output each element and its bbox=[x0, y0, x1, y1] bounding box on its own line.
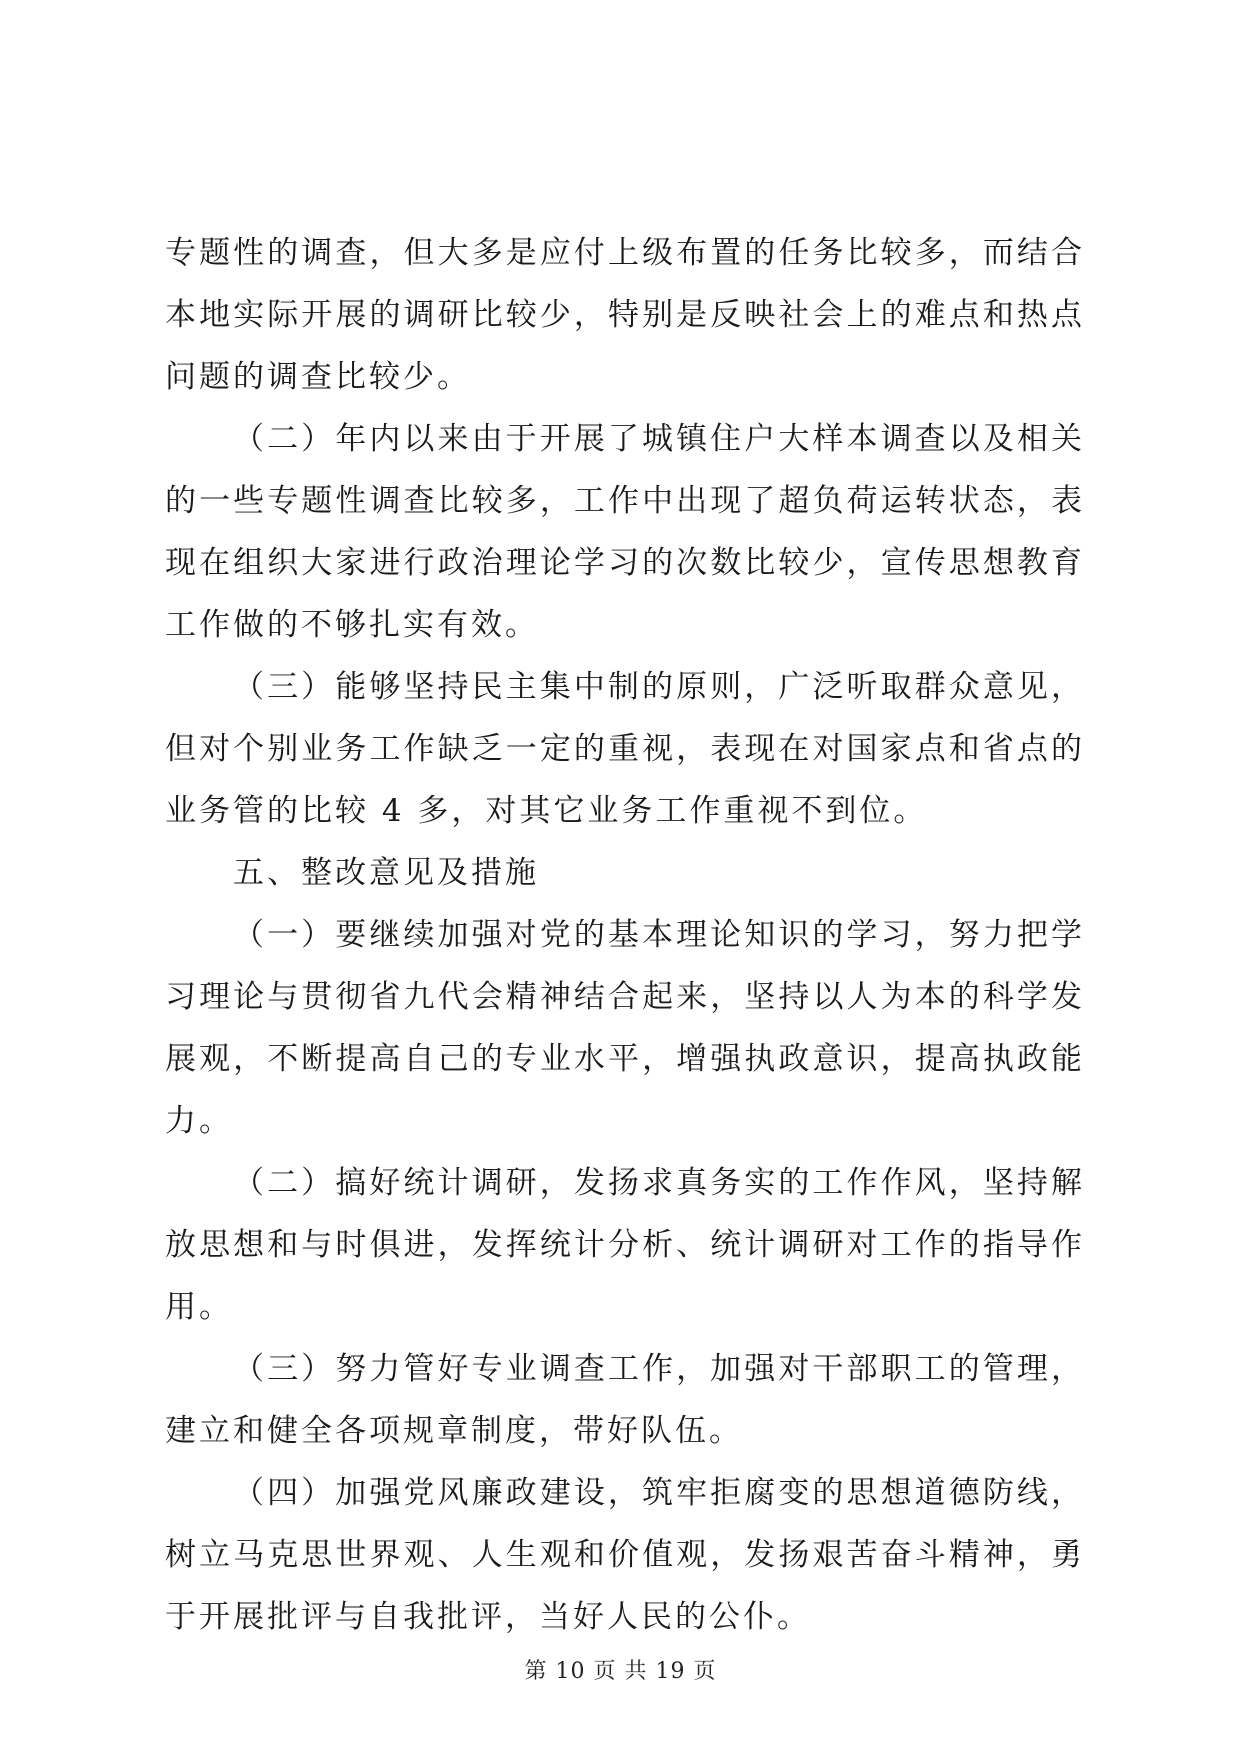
section-heading-rectification: 五、整改意见及措施 bbox=[233, 855, 539, 891]
paragraph-issue-2: （二）年内以来由于开展了城镇住户大样本调查以及相关的一些专题性调查比较多，工作中出现了超负荷运转状态，表现在组织大家进行政治理论学习的次数比较少，宣传思想教育工作做的不够扎实有效。 bbox=[165, 421, 1085, 643]
paragraph-measure-3: （三）努力管好专业调查工作，加强对干部职工的管理，建立和健全各项规章制度，带好队伍。 bbox=[165, 1351, 1085, 1449]
page-number-footer: 第 10 页 共 19 页 bbox=[524, 1659, 717, 1684]
paragraph-issue-3: （三）能够坚持民主集中制的原则，广泛听取群众意见，但对个别业务工作缺乏一定的重视，表现在对国家点和省点的业务管的比较 4 多，对其它业务工作重视不到位。 bbox=[165, 669, 1085, 829]
document-body bbox=[165, 222, 1085, 1648]
paragraph-measure-2: （二）搞好统计调研，发扬求真务实的工作作风，坚持解放思想和与时俱进，发挥统计分析、统计调研对工作的指导作用。 bbox=[165, 1165, 1085, 1325]
paragraph-measure-4: （四）加强党风廉政建设，筑牢拒腐变的思想道德防线，树立马克思世界观、人生观和价值观，发扬艰苦奋斗精神，勇于开展批评与自我批评，当好人民的公仆。 bbox=[165, 1475, 1085, 1635]
paragraph-continuation: 专题性的调查，但大多是应付上级布置的任务比较多，而结合本地实际开展的调研比较少，特别是反映社会上的难点和热点问题的调查比较少。 bbox=[165, 235, 1085, 395]
paragraph-measure-1: （一）要继续加强对党的基本理论知识的学习，努力把学习理论与贯彻省九代会精神结合起来，坚持以人为本的科学发展观，不断提高自己的专业水平，增强执政意识，提高执政能力。 bbox=[165, 917, 1085, 1139]
